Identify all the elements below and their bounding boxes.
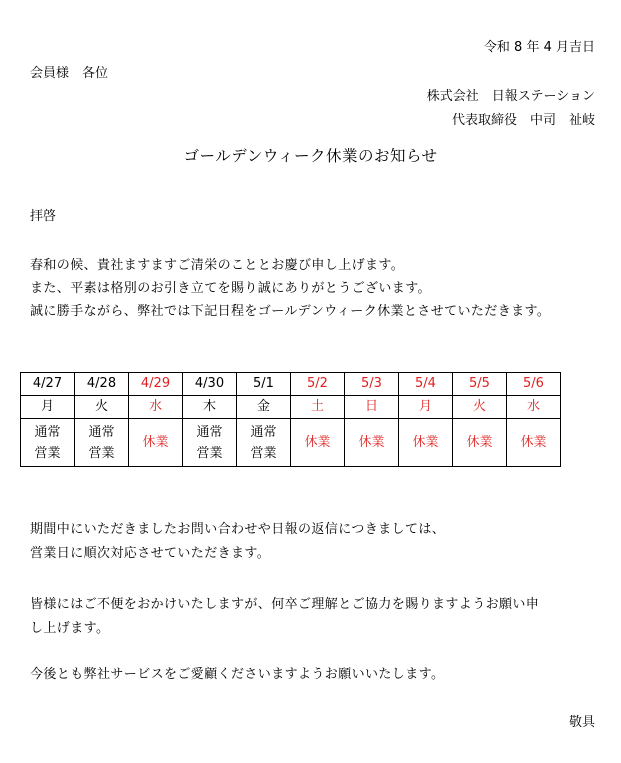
date-cell: 5/5 (453, 373, 507, 396)
status-label: 通常営業 (250, 424, 277, 461)
status-cell (129, 419, 183, 467)
weekday-row (21, 396, 561, 419)
status-label: 休業 (358, 434, 385, 450)
page-title: ゴールデンウィーク休業のお知らせ (183, 147, 438, 165)
salutation: 拝啓 (30, 209, 57, 224)
weekday-cell: 水 (129, 396, 183, 419)
status-cell (345, 419, 399, 467)
weekday-cell: 日 (345, 396, 399, 419)
intro-line-3: 誠に勝手ながら、弊社では下記日程をゴールデンウィーク休業とさせていただきます。 (30, 304, 551, 319)
closing-request: 今後とも弊社サービスをご愛顧くださいますようお願いいたします。 (30, 667, 445, 682)
status-cell (75, 419, 129, 467)
date-cell: 5/3 (345, 373, 399, 396)
weekday-cell: 月 (399, 396, 453, 419)
status-label: 通常営業 (88, 424, 115, 461)
date-cell: 4/27 (21, 373, 75, 396)
status-label: 休業 (520, 434, 547, 450)
status-cell (183, 419, 237, 467)
weekday-cell: 火 (75, 396, 129, 419)
date-cell: 4/28 (75, 373, 129, 396)
status-cell (399, 419, 453, 467)
closing: 敬具 (568, 715, 595, 730)
holiday-schedule-table (20, 372, 561, 467)
status-label: 休業 (142, 434, 169, 450)
weekday-cell: 金 (237, 396, 291, 419)
weekday-cell: 水 (507, 396, 561, 419)
weekday-cell: 火 (453, 396, 507, 419)
weekday-cell: 土 (291, 396, 345, 419)
apology-line-2: し上げます。 (30, 621, 110, 636)
date-cell: 4/29 (129, 373, 183, 396)
inquiry-line-1: 期間中にいただきましたお問い合わせや日報の返信につきましては、 (30, 522, 446, 537)
status-label: 通常営業 (34, 424, 61, 461)
letter-date: 令和 8 年 4 月吉日 (483, 40, 595, 55)
status-label: 休業 (412, 434, 439, 450)
status-cell (507, 419, 561, 467)
weekday-cell: 月 (21, 396, 75, 419)
status-cell (21, 419, 75, 467)
weekday-cell: 木 (183, 396, 237, 419)
recipient: 会員様 各位 (30, 66, 109, 81)
date-cell: 5/4 (399, 373, 453, 396)
status-label: 休業 (304, 434, 331, 450)
status-row (21, 419, 561, 467)
date-cell: 5/2 (291, 373, 345, 396)
intro-line-2: また、平素は格別のお引き立てを賜り誠にありがとうございます。 (30, 281, 431, 296)
date-cell: 5/1 (237, 373, 291, 396)
company-name: 株式会社 日報ステーション (426, 89, 595, 104)
status-cell (453, 419, 507, 467)
status-label: 休業 (466, 434, 493, 450)
status-label: 通常営業 (196, 424, 223, 461)
status-cell (237, 419, 291, 467)
date-cell: 5/6 (507, 373, 561, 396)
apology-line-1: 皆様にはご不便をおかけいたしますが、何卒ご理解とご協力を賜りますようお願い申 (30, 597, 540, 612)
representative: 代表取締役 中司 祉岐 (451, 113, 595, 128)
intro-line-1: 春和の候、貴社ますますご清栄のこととお慶び申し上げます。 (30, 258, 405, 273)
inquiry-line-2: 営業日に順次対応させていただきます。 (30, 546, 271, 561)
status-cell (291, 419, 345, 467)
date-row (21, 373, 561, 396)
date-cell: 4/30 (183, 373, 237, 396)
